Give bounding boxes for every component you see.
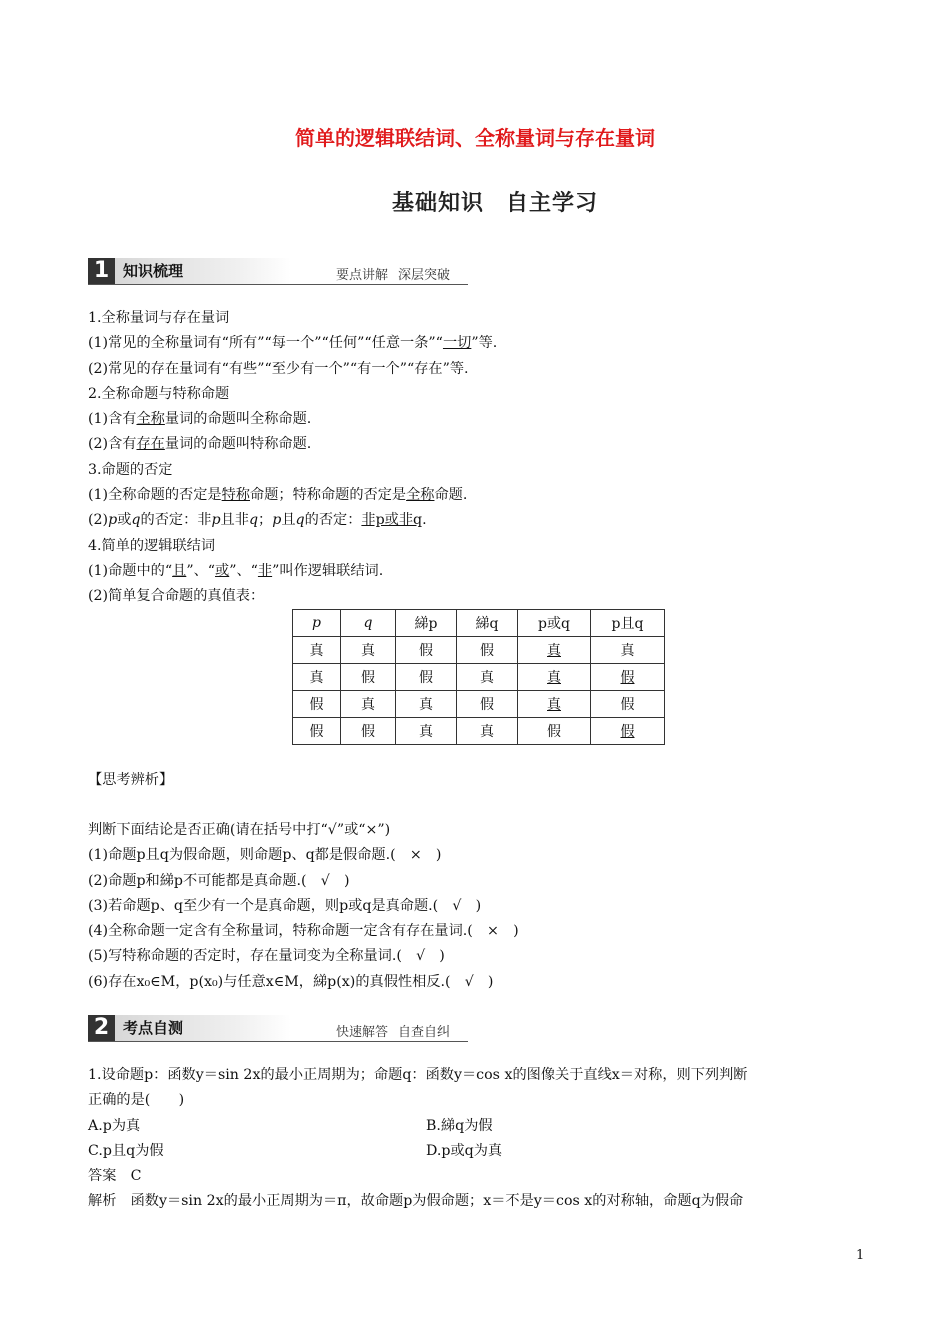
table-cell [518, 664, 591, 691]
table-row [293, 664, 665, 691]
text: 或 [117, 512, 132, 529]
question-line: 1.设命题p：函数y＝sin 2x的最小正周期为；命题q：函数y＝cos x的图像关于直线x＝对称，则下列判断 [88, 1067, 748, 1083]
var: p [108, 512, 118, 529]
section-divider [88, 1041, 468, 1042]
knowledge-section [88, 306, 878, 610]
table-cell: 假 [518, 718, 591, 745]
option-a: A.p为真 [88, 1117, 141, 1134]
option-b: B.綈q为假 [426, 1117, 493, 1134]
tagline-b: 自查自纠 [398, 1025, 451, 1040]
header-cell: 綈p [396, 610, 457, 637]
table-cell: 假 [293, 718, 341, 745]
table-row [293, 637, 665, 664]
list-item: (6)存在x₀∈M，p(x₀)与任意x∈M，綈p(x)的真假性相反.( √ ) [88, 973, 494, 990]
line-4a [88, 559, 878, 584]
var: p [211, 512, 221, 529]
list-item: (5)写特称命题的否定时，存在量词变为全称量词.( √ ) [88, 948, 445, 965]
text: ”等. [471, 335, 498, 352]
subtitle-part-b: 自主学习 [506, 191, 599, 216]
underlined-answer: 假 [620, 724, 635, 740]
text: 的否定： [304, 512, 362, 529]
line-1a [88, 331, 878, 356]
table-cell: 真 [293, 664, 341, 691]
page-title: 简单的逻辑联结词、全称量词与存在量词 [295, 126, 655, 150]
line-1b: (2)常见的存在量词有“有些”“至少有一个”“有一个”“存在”等. [88, 360, 469, 377]
table-cell: 真 [396, 691, 457, 718]
header-cell [293, 610, 341, 637]
header-cell: p或q [518, 610, 591, 637]
underlined-answer: 非 [257, 562, 273, 579]
page-number: 1 [856, 1248, 865, 1263]
section-number: 1 [88, 258, 115, 284]
text: 命题；特称命题的否定是 [250, 487, 407, 504]
table-cell: 真 [341, 637, 396, 664]
table-cell [518, 637, 591, 664]
var: q [131, 512, 141, 529]
heading-1: 1.全称量词与存在量词 [88, 310, 230, 326]
quiz-section [88, 1063, 878, 1215]
underlined-answer: 或 [215, 562, 230, 579]
think-intro: 判断下面结论是否正确(请在括号中打“√”或“×”) [88, 822, 391, 838]
header-text: p [312, 615, 321, 631]
header-cell [341, 610, 396, 637]
table-cell: 假 [591, 691, 665, 718]
header-cell: 綈q [457, 610, 518, 637]
list-item: (2)命题p和綈p不可能都是真命题.( √ ) [88, 872, 350, 889]
section-tagline [336, 264, 450, 283]
underlined-answer: 全称 [136, 411, 165, 428]
tagline-a: 快速解答 [336, 1025, 389, 1040]
underlined-answer: 全称 [406, 487, 435, 504]
table-row [293, 691, 665, 718]
table-cell: 假 [396, 664, 457, 691]
underlined-answer: 一切 [442, 335, 472, 352]
text: 量词的命题叫特称命题. [164, 436, 312, 453]
table-cell: 真 [396, 718, 457, 745]
section-label: 知识梳理 [115, 258, 291, 284]
answer: 答案 C [88, 1168, 142, 1185]
underlined-answer: 非p或非q [361, 512, 423, 529]
text: (1)常见的全称量词有“所有”“每一个”“任何”“任意一条”“ [88, 335, 443, 352]
text: 命题. [434, 487, 468, 504]
think-section [88, 768, 878, 793]
section-heading [0, 186, 950, 217]
table-cell: 真 [591, 637, 665, 664]
table-cell: 真 [457, 664, 518, 691]
option-d: D.p或q为真 [426, 1142, 503, 1159]
text: ”、“ [229, 562, 258, 579]
options-row [88, 1139, 878, 1164]
section-banner-2 [88, 1015, 468, 1041]
tagline-a: 要点讲解 [336, 268, 389, 283]
text: (2)含有 [88, 436, 137, 453]
table-cell: 真 [341, 691, 396, 718]
line-3a [88, 483, 878, 508]
think-list [88, 818, 878, 995]
underlined-answer: 且 [172, 562, 187, 579]
line-2b [88, 432, 878, 457]
table-cell: 假 [341, 718, 396, 745]
list-item: (4)全称命题一定含有全称量词，特称命题一定含有存在量词.( × ) [88, 923, 519, 940]
underlined-answer: 真 [547, 643, 561, 659]
text: ； [258, 512, 273, 529]
table-cell [518, 691, 591, 718]
header-cell: p且q [591, 610, 665, 637]
text: (1)命题中的“ [88, 562, 173, 579]
section-tagline [336, 1021, 450, 1040]
text: 且 [281, 512, 296, 529]
tagline-b: 深层突破 [398, 268, 451, 283]
line-2a [88, 407, 878, 432]
text: (2) [88, 512, 109, 529]
section-divider [88, 284, 468, 285]
table-cell: 假 [457, 691, 518, 718]
option-c: C.p且q为假 [88, 1142, 164, 1159]
header-text: q [363, 615, 373, 631]
underlined-answer: 真 [547, 697, 561, 713]
heading-4: 4.简单的逻辑联结词 [88, 537, 216, 554]
var: p [272, 512, 282, 529]
line-4b: (2)简单复合命题的真值表： [88, 588, 265, 605]
analysis: 解析 函数y＝sin 2x的最小正周期为＝π，故命题p为假命题；x＝不是y＝cos x的对称轴，命题q为假命 [88, 1193, 744, 1210]
text: 且非 [220, 512, 249, 529]
var: q [295, 512, 305, 529]
text: 的否定：非 [140, 512, 212, 529]
list-item: (3)若命题p、q至少有一个是真命题，则p或q是真命题.( √ ) [88, 897, 482, 914]
underlined-answer: 真 [547, 670, 561, 686]
section-label: 考点自测 [115, 1015, 291, 1041]
table-cell: 假 [457, 637, 518, 664]
options-row [88, 1114, 878, 1139]
table-cell: 真 [457, 718, 518, 745]
think-title: 【思考辨析】 [88, 772, 174, 788]
text: (1)含有 [88, 411, 137, 428]
table-header-row [293, 610, 665, 637]
text: . [422, 512, 427, 529]
section-banner-1 [88, 258, 468, 284]
question-line: 正确的是( ) [88, 1092, 185, 1109]
text: 量词的命题叫全称命题. [164, 411, 312, 428]
section-number: 2 [88, 1015, 115, 1041]
subtitle-part-a: 基础知识 [391, 191, 484, 216]
table-cell [591, 718, 665, 745]
heading-3: 3.命题的否定 [88, 461, 173, 478]
underlined-answer: 存在 [136, 436, 165, 453]
line-3b [88, 508, 878, 533]
var: q [248, 512, 259, 529]
text: ”叫作逻辑联结词. [272, 562, 384, 579]
underlined-answer: 特称 [221, 487, 250, 504]
table-cell: 假 [293, 691, 341, 718]
heading-2: 2.全称命题与特称命题 [88, 385, 230, 402]
truth-table [292, 609, 665, 745]
text: (1)全称命题的否定是 [88, 487, 222, 504]
table-cell: 真 [293, 637, 341, 664]
table-cell [591, 664, 665, 691]
underlined-answer: 假 [620, 670, 635, 686]
table-cell: 假 [341, 664, 396, 691]
table-row [293, 718, 665, 745]
text: ”、“ [186, 562, 216, 579]
table-cell: 假 [396, 637, 457, 664]
list-item: (1)命题p且q为假命题，则命题p、q都是假命题.( × ) [88, 847, 442, 864]
